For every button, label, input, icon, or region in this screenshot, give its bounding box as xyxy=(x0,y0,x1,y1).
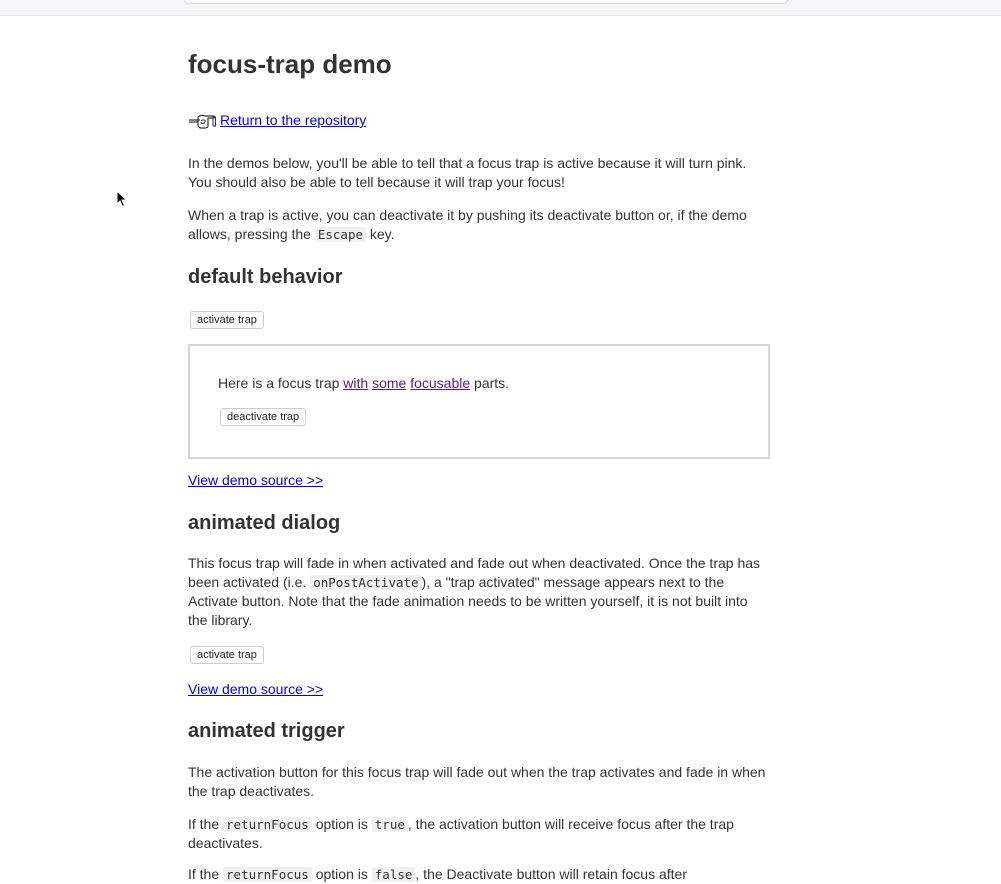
trap-text xyxy=(218,374,509,393)
animated-dialog-desc-1: This focus trap will fade in when activated and fade out when deactivated. Once the trap has been activated (i.e. xyxy=(188,555,761,590)
return-focus-code-2: returnFocus xyxy=(223,867,312,882)
p2-mid: option is xyxy=(315,816,368,832)
p3-mid: option is xyxy=(315,866,368,882)
return-focus-code: returnFocus xyxy=(223,817,312,832)
animated-dialog-activate-trap-button[interactable]: activate trap xyxy=(190,646,264,664)
return-to-repository-link[interactable]: Return to the repository xyxy=(220,112,367,128)
intro-paragraph-1: In the demos below, you'll be able to tell that a focus trap is active because it will turn pink. You should also be able to tell because it will trap your focus! xyxy=(188,155,747,190)
animated-dialog-view-source-link[interactable]: View demo source >> xyxy=(188,681,324,697)
true-code: true xyxy=(372,817,408,832)
trap-link-some[interactable]: some xyxy=(372,375,407,391)
intro-p2-before: When a trap is active, you can deactivate it by pushing its deactivate button or, if the demo allows, pressing the xyxy=(188,207,747,242)
deactivate-trap-button[interactable]: deactivate trap xyxy=(220,408,306,426)
animated-trigger-return-focus-false xyxy=(188,865,770,884)
trap-text-before: Here is a focus trap xyxy=(218,375,340,391)
p3-after: , the Deactivate button will retain focus after xyxy=(415,866,687,882)
browser-top-bar xyxy=(0,0,1001,16)
animated-trigger-heading: animated trigger xyxy=(188,720,345,742)
animated-dialog-desc-2: ), a "trap activated" message appears next to the Activate button. Note that the fade animation needs to be written yourself, it is not built into the library. xyxy=(188,574,748,628)
animated-dialog-heading: animated dialog xyxy=(188,512,341,534)
trap-link-with[interactable]: with xyxy=(343,375,369,391)
animated-trigger-return-focus-true xyxy=(188,815,770,853)
animated-dialog-description xyxy=(188,554,770,630)
repo-link-row xyxy=(188,111,366,130)
p2-before: If the xyxy=(188,816,220,832)
escape-key-code: Escape xyxy=(315,227,366,242)
pointing-hand-icon xyxy=(188,113,216,129)
trap-text-after: parts. xyxy=(474,375,510,391)
page-title: focus-trap demo xyxy=(188,49,392,79)
trap-link-focusable[interactable]: focusable xyxy=(410,375,471,391)
default-focus-trap-box xyxy=(188,344,770,459)
address-bar[interactable] xyxy=(184,0,788,4)
default-behavior-heading: default behavior xyxy=(188,266,343,288)
mouse-cursor-icon xyxy=(116,190,128,208)
default-activate-trap-button[interactable]: activate trap xyxy=(190,311,264,329)
false-code: false xyxy=(372,867,416,882)
animated-trigger-description: The activation button for this focus trap will fade out when the trap activates and fade in when the trap deactivates. xyxy=(188,764,766,799)
p3-before: If the xyxy=(188,866,220,882)
default-view-source-link[interactable]: View demo source >> xyxy=(188,472,324,488)
p2-after: , the activation button will receive focus after the trap deactivates. xyxy=(188,816,734,851)
intro-p2-after: key. xyxy=(369,226,395,242)
on-post-activate-code: onPostActivate xyxy=(310,575,421,590)
intro-paragraph-2 xyxy=(188,206,770,244)
